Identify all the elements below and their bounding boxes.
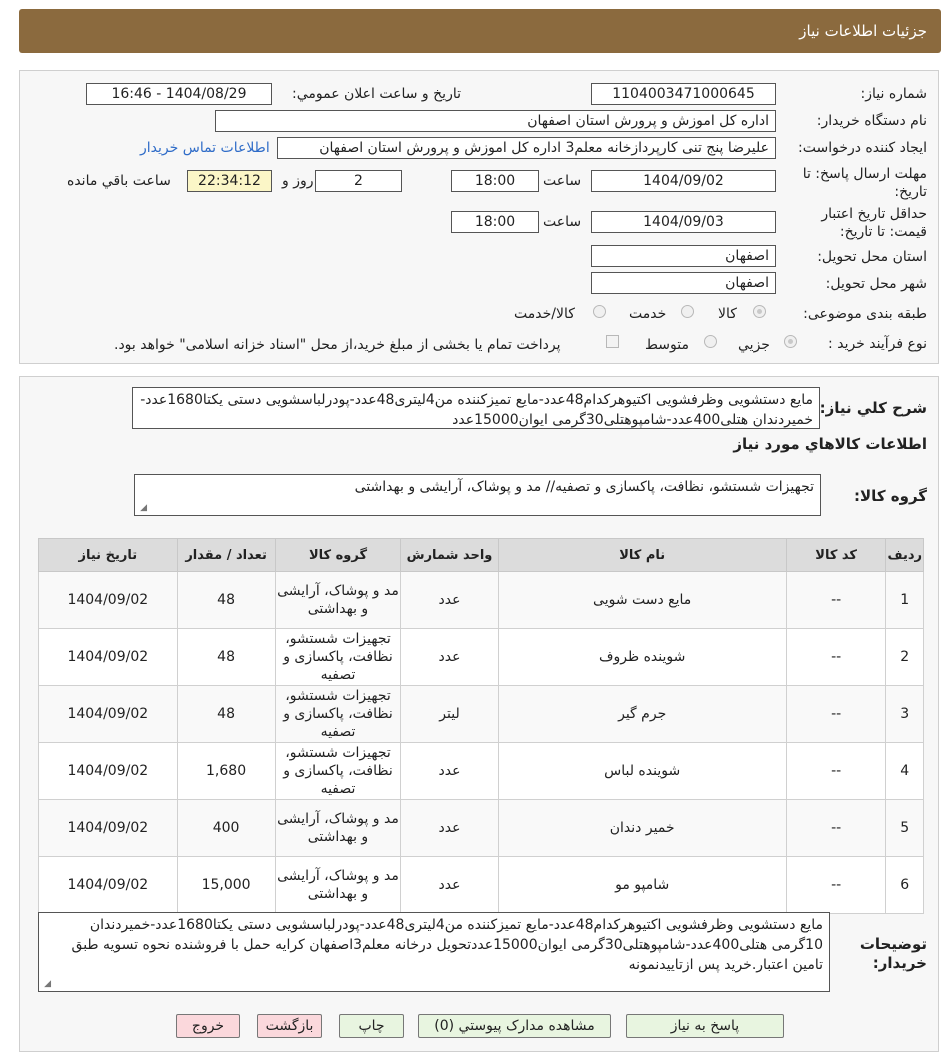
payment-treasury-checkbox[interactable]: [606, 335, 619, 348]
col-group: گروه کالا: [275, 539, 401, 572]
goods-group-label: گروه کالا:: [854, 487, 927, 505]
process-radio-medium[interactable]: [704, 335, 717, 348]
row-index: 1: [886, 572, 924, 629]
page-title: جزئیات اطلاعات نیاز: [799, 22, 927, 40]
row-date: 1404/09/02: [39, 572, 178, 629]
process-option-partial: جزیي: [738, 337, 770, 353]
row-unit: لیتر: [401, 686, 498, 743]
row-code: --: [786, 572, 886, 629]
exit-button[interactable]: خروج: [176, 1014, 240, 1038]
goods-group-text: تجهیزات شستشو، نظافت، پاکسازی و تصفیه// مد و پوشاک، آرایشی و بهداشتی: [354, 479, 814, 495]
resize-grip-icon[interactable]: ◢: [140, 503, 147, 513]
row-group: تجهیزات شستشو، نظافت، پاکسازی و تصفیه: [275, 743, 401, 800]
row-group: مد و پوشاک، آرایشی و بهداشتی: [275, 572, 401, 629]
summary-label: شرح کلي نیاز:: [819, 399, 927, 417]
row-qty: 48: [177, 686, 275, 743]
category-option-goods: کالا: [718, 306, 737, 322]
goods-group-textarea: [134, 474, 821, 516]
buyer-notes-textarea: [38, 912, 830, 992]
row-index: 3: [886, 686, 924, 743]
row-index: 4: [886, 743, 924, 800]
summary-text: مایع دستشویی وظرفشویی اکتیوهرکدام48عدد-مایع تمیزکننده من4لیتری48عدد-پودرلباسشویی دستی یکتا1680عدد-خمیردندان هتلی400عدد-شامپوهتلی30گرمی ایوان15000عدد: [140, 392, 813, 428]
goods-info-heading: اطلاعات کالاهاي مورد نیاز: [733, 435, 927, 453]
row-code: --: [786, 857, 886, 914]
payment-note: پرداخت تمام یا بخشی از مبلغ خرید،از محل "اسناد خزانه اسلامی" خواهد بود.: [114, 337, 561, 353]
col-code: کد کالا: [786, 539, 886, 572]
reply-date-field: 1404/09/02: [591, 170, 776, 192]
row-group: مد و پوشاک، آرایشی و بهداشتی: [275, 800, 401, 857]
price-date-field: 1404/09/03: [591, 211, 776, 233]
buyer-notes-label-line1: توضیحات: [859, 935, 927, 953]
resize-grip-icon[interactable]: ◢: [44, 979, 51, 989]
table-row: [39, 629, 924, 686]
row-index: 2: [886, 629, 924, 686]
table-row: [39, 572, 924, 629]
announce-label: تاریخ و ساعت اعلان عمومي:: [292, 86, 461, 102]
process-radio-partial[interactable]: [784, 335, 797, 348]
row-name: جرم گیر: [498, 686, 786, 743]
reply-deadline-label-line1: مهلت ارسال پاسخ: تا: [802, 166, 927, 182]
category-option-service: خدمت: [629, 306, 667, 322]
row-code: --: [786, 629, 886, 686]
row-date: 1404/09/02: [39, 743, 178, 800]
city-label: شهر محل تحویل:: [825, 276, 927, 292]
table-row: [39, 800, 924, 857]
process-option-medium: متوسط: [645, 337, 689, 353]
reply-time-field: 18:00: [451, 170, 539, 192]
col-name: نام کالا: [498, 539, 786, 572]
row-date: 1404/09/02: [39, 857, 178, 914]
row-code: --: [786, 800, 886, 857]
page-title-bar: [19, 9, 941, 53]
creator-field: علیرضا پنج تنی کارپردازخانه معلم3 اداره کل اموزش و پرورش استان اصفهان: [277, 137, 776, 159]
buyer-contact-link[interactable]: اطلاعات تماس خریدار: [140, 140, 270, 156]
buyer-org-field: اداره کل اموزش و پرورش استان اصفهان: [215, 110, 776, 132]
row-unit: عدد: [401, 629, 498, 686]
col-date: تاریخ نیاز: [39, 539, 178, 572]
row-code: --: [786, 686, 886, 743]
remaining-time-field: 22:34:12: [187, 170, 272, 192]
row-date: 1404/09/02: [39, 800, 178, 857]
need-number-label: شماره نیاز:: [860, 86, 927, 102]
row-unit: عدد: [401, 800, 498, 857]
buyer-org-label: نام دستگاه خریدار:: [816, 113, 927, 129]
price-time-field: 18:00: [451, 211, 539, 233]
view-attachments-button[interactable]: مشاهده مدارک پیوستي (0): [418, 1014, 611, 1038]
days-remaining-field: 2: [315, 170, 402, 192]
table-row: [39, 857, 924, 914]
row-date: 1404/09/02: [39, 629, 178, 686]
reply-time-label: ساعت: [543, 173, 582, 189]
price-time-label: ساعت: [543, 214, 582, 230]
row-index: 6: [886, 857, 924, 914]
process-label: نوع فرآیند خرید :: [828, 336, 927, 352]
remaining-time-label: ساعت باقي مانده: [67, 173, 171, 189]
table-row: [39, 743, 924, 800]
row-name: مایع دست شویی: [498, 572, 786, 629]
category-radio-service[interactable]: [681, 305, 694, 318]
col-unit: واحد شمارش: [401, 539, 498, 572]
reply-button[interactable]: پاسخ به نیاز: [626, 1014, 784, 1038]
row-unit: عدد: [401, 857, 498, 914]
buyer-notes-label-line2: خریدار:: [872, 954, 927, 972]
category-radio-goods[interactable]: [753, 305, 766, 318]
row-name: خمیر دندان: [498, 800, 786, 857]
row-qty: 1,680: [177, 743, 275, 800]
row-index: 5: [886, 800, 924, 857]
city-field: اصفهان: [591, 272, 776, 294]
buyer-notes-text: مایع دستشویی وظرفشویی اکتیوهرکدام48عدد-مایع تمیزکننده من4لیتری48عدد-پودرلباسشویی دستی یکتا1680عدد-خمیردندان 10گرمی هتلی400عدد-شامپوهتلی30گرمی ایوان15000عددتحویل درخانه معلم3اصفهان کرایه حمل با فروشنده نحوه تسویه طبق تامین اعتبار.خرید پس ازتاییدنمونه: [71, 917, 823, 973]
col-qty: تعداد / مقدار: [177, 539, 275, 572]
row-group: مد و پوشاک، آرایشی و بهداشتی: [275, 857, 401, 914]
row-group: تجهیزات شستشو، نظافت، پاکسازی و تصفیه: [275, 686, 401, 743]
row-date: 1404/09/02: [39, 686, 178, 743]
goods-table: [38, 538, 924, 914]
goods-table-header: [39, 539, 924, 572]
summary-textarea: [132, 387, 820, 429]
province-label: استان محل تحویل:: [817, 249, 927, 265]
category-label: طبقه بندی موضوعی:: [803, 306, 927, 322]
announce-field: 1404/08/29 - 16:46: [86, 83, 272, 105]
creator-label: ایجاد کننده درخواست:: [798, 140, 927, 156]
days-label: روز و: [282, 173, 314, 189]
row-group: تجهیزات شستشو، نظافت، پاکسازی و تصفیه: [275, 629, 401, 686]
back-button[interactable]: بازگشت: [257, 1014, 322, 1038]
row-name: شوینده ظروف: [498, 629, 786, 686]
price-validity-label-line1: حداقل تاريخ اعتبار: [821, 206, 927, 222]
col-row-index: ردیف: [886, 539, 924, 572]
row-unit: عدد: [401, 572, 498, 629]
need-number-field: 1104003471000645: [591, 83, 776, 105]
table-row: [39, 686, 924, 743]
reply-deadline-label-line2: تاریخ:: [894, 184, 927, 200]
row-qty: 48: [177, 572, 275, 629]
row-name: شوینده لباس: [498, 743, 786, 800]
category-radio-goods-service[interactable]: [593, 305, 606, 318]
category-option-goods-service: کالا/خدمت: [514, 306, 575, 322]
province-field: اصفهان: [591, 245, 776, 267]
row-unit: عدد: [401, 743, 498, 800]
row-code: --: [786, 743, 886, 800]
row-name: شامپو مو: [498, 857, 786, 914]
print-button[interactable]: چاپ: [339, 1014, 404, 1038]
price-validity-label-line2: قیمت: تا تاریخ:: [839, 224, 927, 240]
row-qty: 400: [177, 800, 275, 857]
row-qty: 15,000: [177, 857, 275, 914]
row-qty: 48: [177, 629, 275, 686]
